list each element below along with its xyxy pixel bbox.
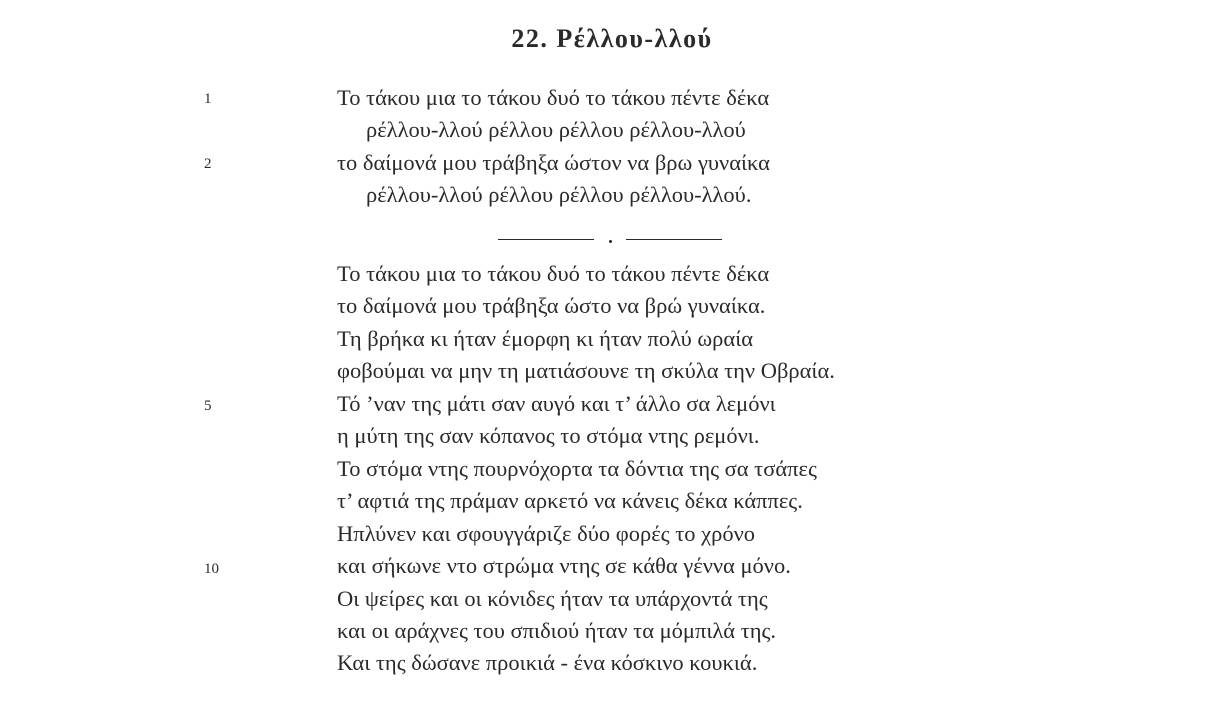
- poem-line: Το στόμα ντης πουρνόχορτα τα δόντια της σα τσάπες: [337, 456, 817, 481]
- poem-line: Τη βρήκα κι ήταν έμορφη κι ήταν πολύ ωραία: [337, 326, 754, 351]
- poem-line: Ηπλύνεν και σφουγγάριζε δύο φορές το χρόνο: [337, 521, 755, 546]
- poem-line: και οι αράχνες του σπιδιού ήταν τα μόμπιλά της.: [337, 618, 777, 643]
- separator-rule-left: [498, 239, 594, 240]
- poem-line: και σήκωνε ντο στρώμα ντης σε κάθα γέννα μόνο.: [337, 553, 791, 578]
- poem-line: το δαίμονά μου τράβηξα ώστο να βρώ γυναίκα.: [337, 293, 766, 318]
- poem-line: φοβούμαι να μην τη ματιάσουνε τη σκύλα την Οβραία.: [337, 358, 835, 383]
- section-separator: [498, 232, 722, 248]
- line-number: 10: [204, 561, 219, 577]
- poem-line: Το τάκου μια το τάκου δυό το τάκου πέντε δέκα: [337, 261, 770, 286]
- poem-line: η μύτη της σαν κόπανος το στόμα ντης ρεμόνι.: [337, 423, 760, 448]
- refrain-line: ρέλλου-λλού ρέλλου ρέλλου ρέλλου-λλού.: [366, 182, 752, 207]
- poem-line: Τό ’ναν της μάτι σαν αυγό και τ’ άλλο σα λεμόνι: [337, 391, 776, 416]
- line-number: 5: [204, 398, 212, 414]
- poem-line: Οι ψείρες και οι κόνιδες ήταν τα υπάρχοντά της: [337, 586, 768, 611]
- line-number: 2: [204, 156, 212, 172]
- poem-line: Και της δώσανε προικιά - ένα κόσκινο κουκιά.: [337, 650, 758, 675]
- separator-dot: [609, 240, 612, 243]
- verse-line: το δαίμονά μου τράβηξα ώστον να βρω γυναίκα: [337, 150, 770, 175]
- verse-line: Το τάκου μια το τάκου δυό το τάκου πέντε δέκα: [337, 85, 770, 110]
- separator-rule-right: [626, 239, 722, 240]
- refrain-line: ρέλλου-λλού ρέλλου ρέλλου ρέλλου-λλού: [366, 117, 746, 142]
- line-number: 1: [204, 91, 212, 107]
- song-title: 22. Ρέλλου-λλού: [511, 24, 713, 53]
- poem-line: τ’ αφτιά της πράμαν αρκετό να κάνεις δέκα κάππες.: [337, 488, 803, 513]
